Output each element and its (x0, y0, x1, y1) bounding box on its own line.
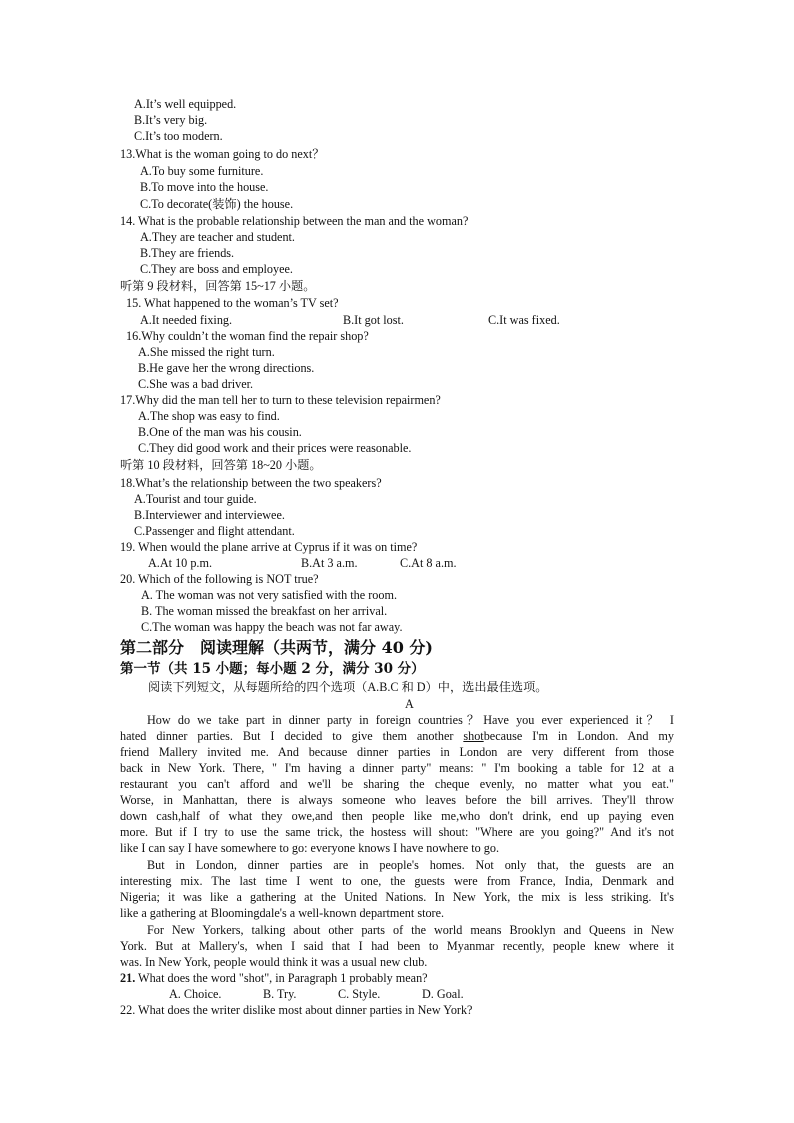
q13-option-a: A.To buy some furniture. (140, 164, 264, 178)
q16-question: 16.Why couldn’t the woman find the repair shop? (126, 329, 369, 343)
q14-question: 14. What is the probable relationship between the man and the woman? (120, 214, 469, 228)
q18-question: 18.What’s the relationship between the two speakers? (120, 476, 382, 490)
paragraph-1-line-9: like I can say I have somewhere to go: everyone knows I have nowhere to go. (120, 841, 500, 855)
paragraph-1-line-7: down cash,half of what they owe,and then people like me,who don't drink, end up paying even (120, 809, 674, 823)
paragraph-1-line-3: friend Mallery invited me. And because dinner parties in London are very different from those (120, 745, 674, 759)
q18-option-c: C.Passenger and flight attendant. (134, 524, 295, 538)
q21-question (120, 970, 428, 986)
q19-option-b: B.At 3 a.m. (301, 556, 358, 570)
q13-option-b: B.To move into the house. (140, 180, 269, 194)
q21-question-text: What does the word "shot", in Paragraph 1 probably mean? (135, 971, 428, 985)
p1-line-2-text-b: because I'm in London. And my (483, 729, 674, 743)
word-shot-underlined: shot (463, 729, 484, 743)
q17-question: 17.Why did the man tell her to turn to these television repairmen? (120, 393, 441, 407)
q21-option-a: A. Choice. (169, 987, 222, 1001)
q18-option-b: B.Interviewer and interviewee. (134, 508, 285, 522)
paragraph-2-line-1: But in London, dinner parties are in people's homes. Not only that, the guests are an (147, 858, 674, 872)
q21-option-d: D. Goal. (422, 987, 464, 1001)
q15-option-b: B.It got lost. (343, 313, 404, 327)
paragraph-2-line-3: Nigeria; it was like a gathering at the United Nations. In New York, the mix is less striking. It's (120, 890, 674, 904)
q20-option-c: C.The woman was happy the beach was not far away. (141, 620, 403, 634)
q17-option-b: B.One of the man was his cousin. (138, 425, 302, 439)
paragraph-3-line-3: was. In New York, people would think it was a usual new club. (120, 955, 428, 969)
q14-option-b: B.They are friends. (140, 246, 235, 260)
q13-option-c: C.To decorate(装饰) the house. (140, 197, 294, 211)
q16-option-b: B.He gave her the wrong directions. (138, 361, 315, 375)
q12-option-c: C.It’s too modern. (134, 129, 223, 143)
paragraph-3-line-2: York. But at Mallery's, when I said that I had been to Myanmar recently, people knew where it (120, 939, 674, 953)
paragraph-2-line-4: like a gathering at Bloomingdale's a well-known department store. (120, 906, 445, 920)
q14-option-a: A.They are teacher and student. (140, 230, 295, 244)
q13-question: 13.What is the woman going to do next？ (120, 147, 325, 161)
q15-question: 15. What happened to the woman’s TV set? (126, 296, 339, 310)
paragraph-1-line-8: more. But if I try to use the same trick, the hostess will shout: "Where are you going?" And it's not (120, 825, 674, 839)
q20-option-a: A. The woman was not very satisfied with the room. (141, 588, 398, 602)
section-1-title: 第一节（共 15 小题；每小题 2 分，满分 30 分） (120, 661, 425, 677)
q21-number: 21. (120, 971, 136, 985)
q12-option-a: A.It’s well equipped. (134, 97, 237, 111)
q21-option-c: C. Style. (338, 987, 381, 1001)
q22-question: 22. What does the writer dislike most about dinner parties in New York? (120, 1003, 473, 1017)
instruction-text: 阅读下列短文，从每题所给的四个选项（A.B.C 和 D）中，选出最佳选项。 (148, 680, 548, 694)
q17-option-a: A.The shop was easy to find. (138, 409, 280, 423)
paragraph-3-line-1: For New Yorkers, talking about other parts of the world means Brooklyn and Queens in New (147, 923, 674, 937)
section-9-heading: 听第 9 段材料，回答第 15~17 小题。 (120, 279, 316, 293)
q15-option-a: A.It needed fixing. (140, 313, 233, 327)
passage-label: A (405, 697, 414, 711)
q20-question: 20. Which of the following is NOT true? (120, 572, 319, 586)
q19-question: 19. When would the plane arrive at Cyprus if it was on time? (120, 540, 418, 554)
q21-option-b: B. Try. (263, 987, 297, 1001)
q14-option-c: C.They are boss and employee. (140, 262, 293, 276)
paragraph-2-line-2: interesting mix. The last time I went to one, the guests were from France, India, Denmark and (120, 874, 674, 888)
q15-option-c: C.It was fixed. (488, 313, 560, 327)
q16-option-a: A.She missed the right turn. (138, 345, 275, 359)
q12-option-b: B.It’s very big. (134, 113, 208, 127)
part-2-title: 第二部分 阅读理解（共两节，满分 40 分) (120, 638, 433, 657)
q18-option-a: A.Tourist and tour guide. (134, 492, 257, 506)
paragraph-1-line-1: How do we take part in dinner party in foreign countries？Have you ever experienced it？ I (147, 713, 674, 727)
p1-line-2-text-a: hated dinner parties. But I decided to give them another (120, 729, 454, 743)
q17-option-c: C.They did good work and their prices were reasonable. (138, 441, 412, 455)
paragraph-1-line-6: Worse, in Manhattan, there is always someone who leaves before the bill arrives. They'll throw (120, 793, 674, 807)
q20-option-b: B. The woman missed the breakfast on her arrival. (141, 604, 388, 618)
q19-option-a: A.At 10 p.m. (148, 556, 212, 570)
q19-option-c: C.At 8 a.m. (400, 556, 457, 570)
q16-option-c: C.She was a bad driver. (138, 377, 254, 391)
paragraph-1-line-2 (120, 728, 674, 744)
section-10-heading: 听第 10 段材料，回答第 18~20 小题。 (120, 458, 322, 472)
paragraph-1-line-5: restaurant you can't afford and we'll be sharing the cheque evenly, no matter what you eat." (120, 777, 674, 791)
paragraph-1-line-4: back in New York. There, " I'm having a dinner party" means: " I'm booking a table for 12 at a (120, 761, 674, 775)
